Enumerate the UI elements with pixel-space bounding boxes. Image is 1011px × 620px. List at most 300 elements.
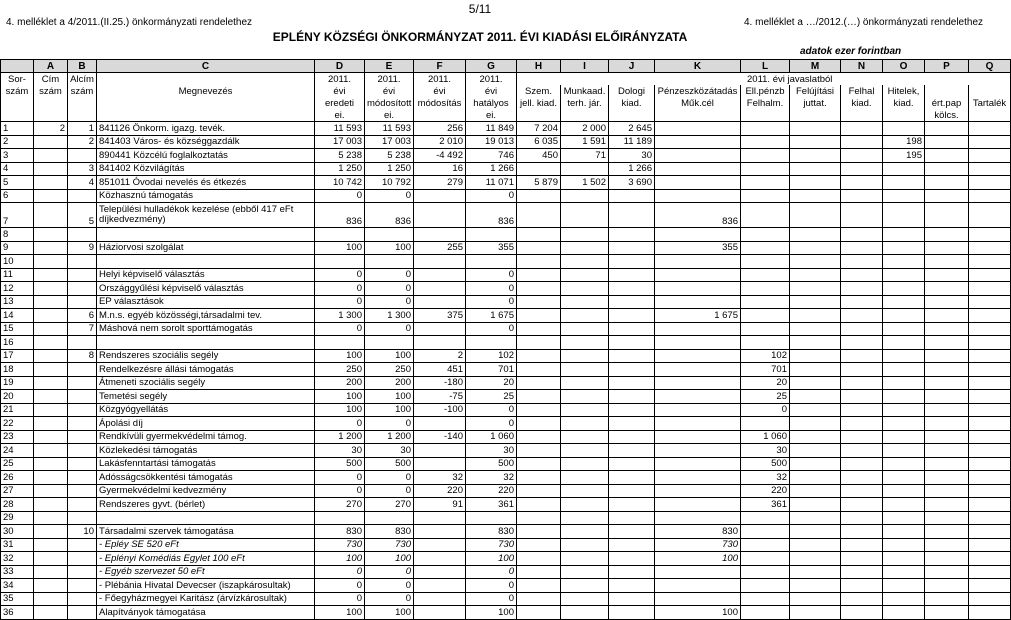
table-cell: 102 [466,349,517,363]
table-cell: 836 [365,203,414,228]
table-cell: 255 [414,241,466,255]
header-cell: szám [34,85,68,97]
table-cell [925,363,969,377]
header-cell [609,109,655,122]
table-cell [34,606,68,620]
table-cell [34,484,68,498]
table-cell [609,255,655,269]
table-cell [561,282,609,296]
table-cell [609,282,655,296]
budget-table [0,59,1011,620]
table-cell [414,525,466,539]
table-cell [517,403,561,417]
table-row [1,282,1011,296]
header-cell [97,97,315,109]
table-cell [790,498,841,512]
table-cell [466,255,517,269]
table-cell [414,295,466,309]
table-cell [609,498,655,512]
table-cell: 11 593 [315,122,365,136]
header-cell: 2011. [466,73,517,86]
header-cell: 2011. [315,73,365,86]
header-cell: kölcs. [925,109,969,122]
table-cell: 730 [315,538,365,552]
table-cell: 0 [315,417,365,431]
table-cell [609,457,655,471]
header-cell: kiad. [841,97,883,109]
table-cell [969,322,1011,336]
table-cell [655,471,741,485]
table-cell [517,203,561,228]
table-cell [969,484,1011,498]
table-cell: 0 [315,471,365,485]
table-cell [790,511,841,525]
header-cell [741,109,790,122]
column-letter: O [883,60,925,73]
table-cell [841,484,883,498]
table-cell [883,268,925,282]
table-cell: 28 [1,498,34,512]
table-cell [841,498,883,512]
table-cell [561,565,609,579]
table-cell [609,228,655,242]
table-cell [655,457,741,471]
table-cell: 1 250 [365,162,414,176]
table-cell: 14 [1,309,34,323]
table-cell [969,295,1011,309]
table-cell: 21 [1,403,34,417]
table-cell: 0 [315,295,365,309]
table-cell [609,309,655,323]
row-label: 841402 Közvilágítás [97,162,315,176]
column-letter: P [925,60,969,73]
table-cell [841,228,883,242]
column-letter: A [34,60,68,73]
table-cell: 1 060 [466,430,517,444]
table-cell [655,417,741,431]
table-cell: 830 [365,525,414,539]
table-row [1,122,1011,136]
table-cell [790,228,841,242]
table-cell [925,349,969,363]
table-cell [655,268,741,282]
table-cell: 500 [315,457,365,471]
table-cell [561,309,609,323]
table-cell: 730 [466,538,517,552]
table-cell [790,162,841,176]
table-cell [517,228,561,242]
table-cell [609,525,655,539]
table-cell [655,498,741,512]
table-cell [741,606,790,620]
table-cell [414,203,466,228]
table-cell [741,592,790,606]
table-cell [34,255,68,269]
table-cell: 1 266 [466,162,517,176]
table-cell [68,606,97,620]
table-cell [969,309,1011,323]
table-cell [741,268,790,282]
table-cell [925,565,969,579]
table-cell: 0 [466,268,517,282]
table-cell [68,471,97,485]
table-cell [969,203,1011,228]
table-cell [655,511,741,525]
table-cell: 17 [1,349,34,363]
row-label: 841403 Város- és községgazdálk [97,135,315,149]
table-cell [517,457,561,471]
table-cell [925,511,969,525]
table-cell [925,135,969,149]
table-cell: 361 [741,498,790,512]
table-cell [609,565,655,579]
table-cell: 2 [1,135,34,149]
table-cell [655,336,741,350]
table-cell [883,444,925,458]
table-cell [883,606,925,620]
table-cell: 11 593 [365,122,414,136]
table-cell [655,592,741,606]
header-cell: ei. [315,109,365,122]
table-cell [68,255,97,269]
table-cell: 30 [365,444,414,458]
table-cell [925,525,969,539]
table-cell [790,255,841,269]
table-cell [414,189,466,203]
table-cell [561,203,609,228]
table-cell: 19 013 [466,135,517,149]
row-label: Ápolási díj [97,417,315,431]
table-cell [969,579,1011,593]
table-cell [561,295,609,309]
table-cell [609,295,655,309]
table-cell [925,498,969,512]
table-cell [609,417,655,431]
table-cell [466,228,517,242]
header-cell: Cím [34,73,68,86]
header-cell: Dologi [609,85,655,97]
table-cell: 11 [1,268,34,282]
column-letter: G [466,60,517,73]
table-cell [969,565,1011,579]
table-cell: 16 [414,162,466,176]
table-cell [841,295,883,309]
table-cell [609,390,655,404]
table-cell: 100 [365,241,414,255]
page-title: EPLÉNY KÖZSÉGI ÖNKORMÁNYZAT 2011. ÉVI KIADÁSI ELŐIRÁNYZATA [272,30,688,44]
table-cell: 1 300 [365,309,414,323]
table-cell [561,471,609,485]
table-cell [517,430,561,444]
table-cell [883,228,925,242]
table-cell [841,444,883,458]
table-cell: 0 [315,189,365,203]
table-cell [741,417,790,431]
table-cell [68,376,97,390]
table-cell [925,592,969,606]
table-cell: 2 [414,349,466,363]
table-cell [34,525,68,539]
table-cell [517,241,561,255]
header-cell: ei. [365,109,414,122]
row-label: Adósságcsökkentési támogatás [97,471,315,485]
table-cell [925,417,969,431]
table-cell: 11 849 [466,122,517,136]
table-cell: 279 [414,176,466,190]
table-cell: 32 [414,471,466,485]
table-cell [841,162,883,176]
table-cell [883,538,925,552]
table-cell: -75 [414,390,466,404]
table-cell [969,255,1011,269]
table-cell [414,565,466,579]
table-cell [609,430,655,444]
row-label: Rendszeres szociális segély [97,349,315,363]
table-cell: 20 [466,376,517,390]
table-cell [414,417,466,431]
table-cell [34,149,68,163]
table-cell [969,349,1011,363]
table-cell [517,511,561,525]
table-cell [969,592,1011,606]
table-cell: 31 [1,538,34,552]
table-cell: 17 003 [315,135,365,149]
table-cell: 1 060 [741,430,790,444]
table-cell [741,203,790,228]
table-cell: 3 690 [609,176,655,190]
table-cell [68,592,97,606]
table-cell [841,552,883,566]
row-label [97,511,315,525]
header-cell [969,109,1011,122]
table-cell [517,162,561,176]
column-letter: N [841,60,883,73]
table-cell [561,525,609,539]
table-cell [883,390,925,404]
table-cell [34,241,68,255]
table-cell [790,282,841,296]
table-cell [517,484,561,498]
table-cell [841,430,883,444]
column-letter: B [68,60,97,73]
table-cell [925,149,969,163]
table-cell [790,417,841,431]
table-cell: 1 675 [655,309,741,323]
column-letter: M [790,60,841,73]
table-cell [34,552,68,566]
table-cell [561,552,609,566]
table-cell: 34 [1,579,34,593]
table-cell: 0 [466,403,517,417]
table-cell [883,417,925,431]
table-cell [925,122,969,136]
table-row [1,268,1011,282]
table-cell [34,390,68,404]
header-cell: módosítás [414,97,466,109]
table-cell [68,228,97,242]
header-cell: terh. jár. [561,97,609,109]
table-cell [969,444,1011,458]
table-cell [741,149,790,163]
column-letter: C [97,60,315,73]
table-cell: 361 [466,498,517,512]
header-cell: Hitelek, [883,85,925,97]
table-cell [517,390,561,404]
table-cell [34,295,68,309]
table-row [1,349,1011,363]
table-cell [883,498,925,512]
table-cell: 7 [68,322,97,336]
table-cell [561,484,609,498]
table-cell [841,322,883,336]
table-cell: 220 [741,484,790,498]
table-cell [414,228,466,242]
table-cell: 36 [1,606,34,620]
table-cell: 1 250 [315,162,365,176]
table-cell [365,255,414,269]
table-cell [841,403,883,417]
table-cell [414,282,466,296]
row-label [97,255,315,269]
table-row [1,430,1011,444]
table-cell [969,241,1011,255]
table-cell [790,241,841,255]
table-cell [315,255,365,269]
row-label: - Plébánia Hivatal Devecser (iszapkárosultak) [97,579,315,593]
table-cell [517,565,561,579]
table-cell [655,282,741,296]
table-cell [841,241,883,255]
row-label: Közlekedési támogatás [97,444,315,458]
table-cell [925,457,969,471]
table-cell: 30 [1,525,34,539]
table-cell: 1 502 [561,176,609,190]
table-cell: 24 [1,444,34,458]
table-cell [969,403,1011,417]
header-cell: módosított [365,97,414,109]
row-label: Közgyógyellátás [97,403,315,417]
table-cell [315,228,365,242]
javaslat-label: 2011. évi javaslatból [517,73,1011,86]
table-cell [883,241,925,255]
table-cell: 9 [68,241,97,255]
table-row [1,322,1011,336]
table-cell [841,457,883,471]
table-cell: 100 [315,606,365,620]
table-cell [841,538,883,552]
table-cell [68,417,97,431]
table-cell [315,511,365,525]
table-cell: 1 266 [609,162,655,176]
row-label: Temetési segély [97,390,315,404]
table-cell [517,268,561,282]
table-cell: 0 [466,322,517,336]
table-cell [68,282,97,296]
table-cell [609,484,655,498]
header-cell: juttat. [790,97,841,109]
row-label [97,228,315,242]
table-cell [34,565,68,579]
table-cell [969,376,1011,390]
table-cell [34,162,68,176]
table-cell [790,189,841,203]
table-cell [925,336,969,350]
table-cell: 451 [414,363,466,377]
table-cell: 0 [315,268,365,282]
table-cell: 100 [365,606,414,620]
table-cell: 1 591 [561,135,609,149]
table-cell: 25 [741,390,790,404]
table-cell [841,135,883,149]
header-cell: évi [414,85,466,97]
table-cell: 0 [466,579,517,593]
table-cell [841,189,883,203]
table-cell [969,336,1011,350]
table-cell [790,149,841,163]
column-letter: D [315,60,365,73]
table-cell [925,295,969,309]
table-cell: 830 [466,525,517,539]
table-cell: 701 [466,363,517,377]
header-cell [414,109,466,122]
table-cell: 100 [655,606,741,620]
table-cell [969,606,1011,620]
header-cell: szám [1,85,34,97]
row-label: Rendelkezésre állási támogatás [97,363,315,377]
table-cell: 0 [466,295,517,309]
table-row [1,135,1011,149]
table-cell [466,511,517,525]
table-cell: 270 [315,498,365,512]
table-cell [925,255,969,269]
table-cell [609,511,655,525]
table-cell [969,457,1011,471]
table-cell: 1 [68,122,97,136]
table-cell: 9 [1,241,34,255]
table-cell: 32 [741,471,790,485]
column-letter: L [741,60,790,73]
table-cell: 100 [315,552,365,566]
table-cell [883,349,925,363]
page-number: 5/11 [468,2,492,16]
table-cell: 5 [68,203,97,228]
table-cell [883,592,925,606]
row-label: Társadalmi szervek támogatása [97,525,315,539]
table-cell [561,255,609,269]
table-cell [34,538,68,552]
table-cell [925,189,969,203]
table-cell: 33 [1,565,34,579]
table-cell [969,525,1011,539]
table-cell [883,457,925,471]
table-cell [841,592,883,606]
row-label: Közhasznú támogatás [97,189,315,203]
table-cell [517,336,561,350]
table-cell [517,282,561,296]
table-cell [609,579,655,593]
table-cell: 0 [365,484,414,498]
table-cell [34,376,68,390]
table-cell [883,336,925,350]
table-cell [841,336,883,350]
table-cell [365,336,414,350]
table-row [1,417,1011,431]
table-cell: 25 [466,390,517,404]
table-cell [925,162,969,176]
table-cell [925,403,969,417]
row-label: - Eplényi Komédiás Egylet 100 eFt [97,552,315,566]
table-cell [34,498,68,512]
